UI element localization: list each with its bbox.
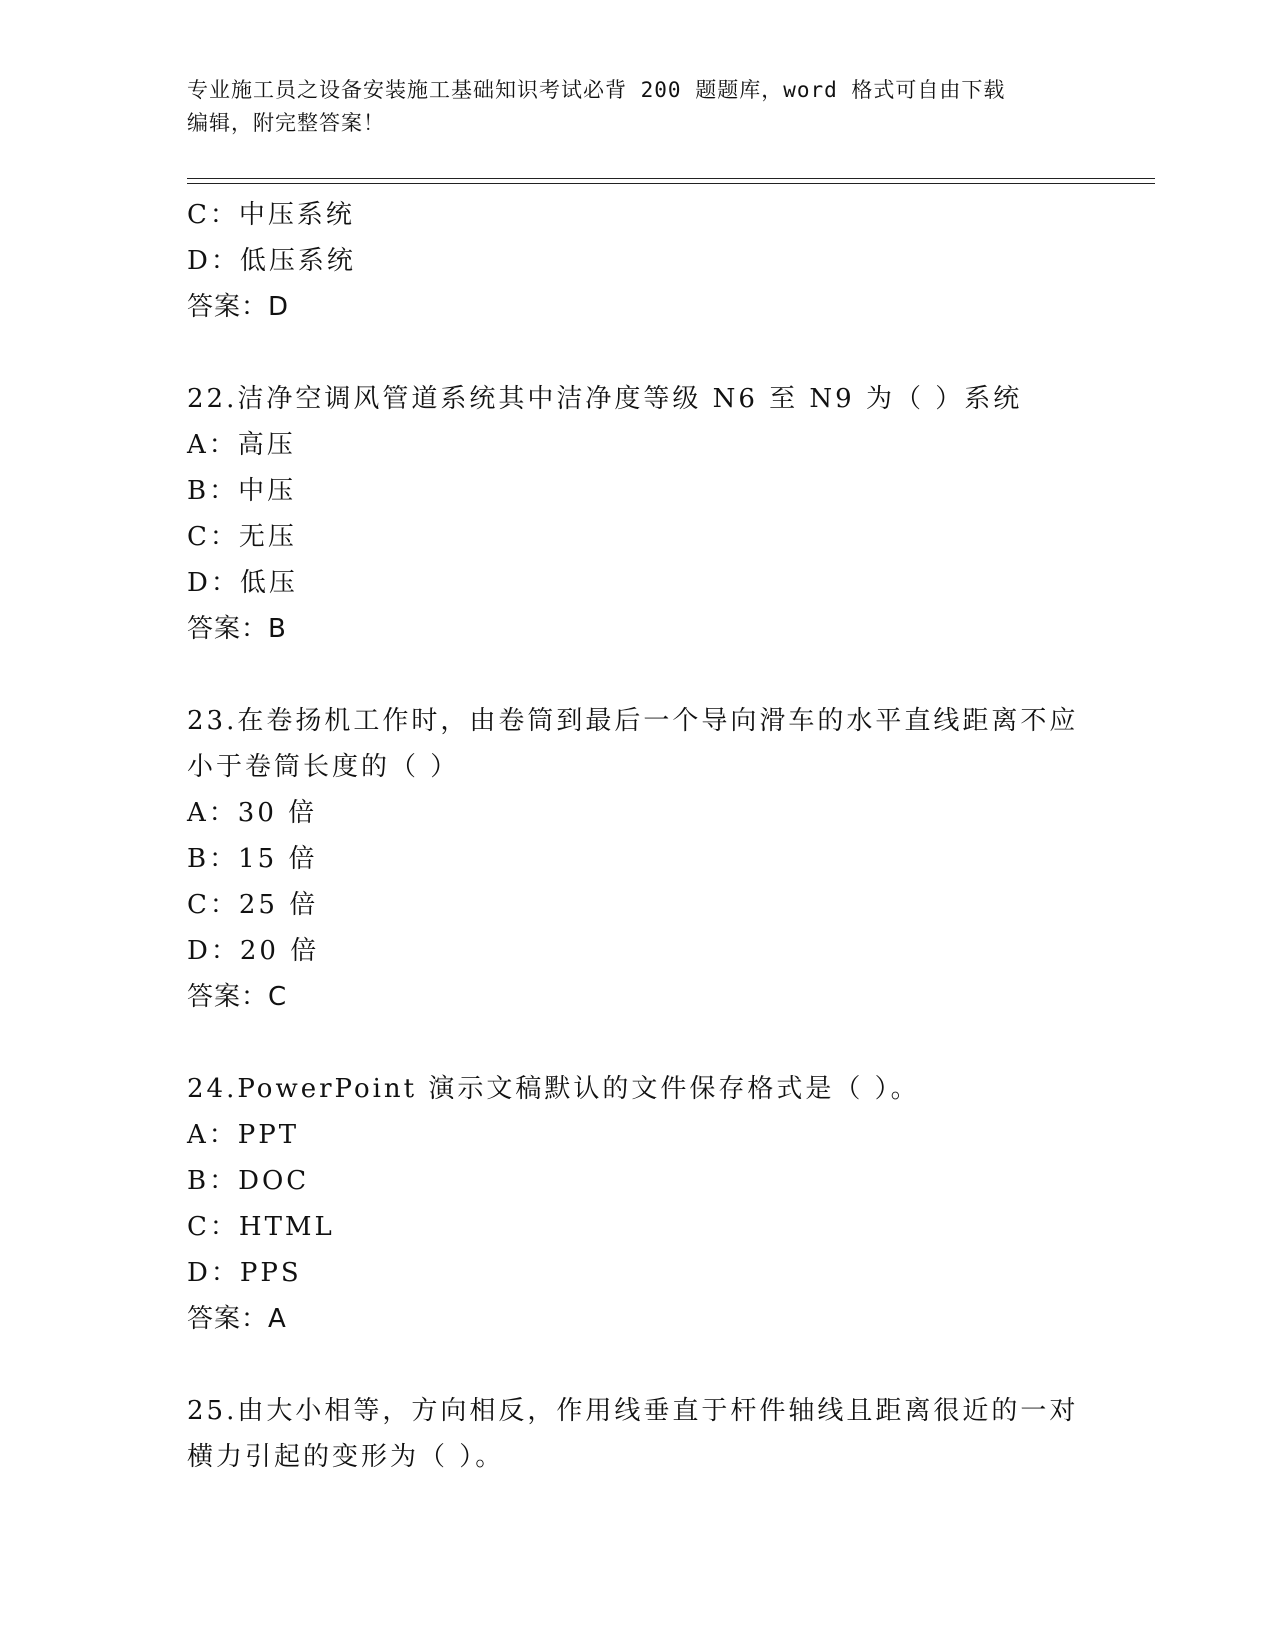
option-b: B：中压 [187,476,297,506]
question-line: 22.洁净空调风管道系统其中洁净度等级 N6 至 N9 为（ ）系统 [187,384,1023,414]
spacer [187,1342,1147,1388]
answer: 答案：A [187,1304,287,1334]
header-divider-bottom [187,183,1155,184]
option-d: D：低压系统 [187,246,356,276]
answer: 答案：D [187,292,290,322]
question-text [187,376,1147,422]
option-a: A：高压 [187,430,296,460]
question-25 [187,1388,1147,1480]
document-header [187,74,1087,140]
option-c: C：25 倍 [187,890,319,920]
header-divider-top [187,178,1155,179]
option-a: A：PPT [187,1120,300,1150]
question-list [187,192,1147,1480]
question-21-tail [187,192,1147,330]
option-d: D：低压 [187,568,298,598]
option-a: A：30 倍 [187,798,318,828]
option-d: D：20 倍 [187,936,320,966]
option-b: B：15 倍 [187,844,318,874]
question-22 [187,376,1147,652]
header-line: 专业施工员之设备安装施工基础知识考试必背 200 题题库，word 格式可自由下载 [187,78,1006,102]
option-b: B：DOC [187,1166,310,1196]
question-text [187,698,1147,790]
spacer [187,652,1147,698]
question-24 [187,1066,1147,1342]
question-text [187,1388,1147,1480]
question-line: 23.在卷扬机工作时，由卷筒到最后一个导向滑车的水平直线距离不应 [187,706,1079,736]
option-d: D：PPS [187,1258,302,1288]
question-line: 横力引起的变形为（ ）。 [187,1442,505,1472]
option-c: C：HTML [187,1212,335,1242]
option-c: C：中压系统 [187,200,355,230]
question-line: 小于卷筒长度的（ ） [187,752,460,782]
spacer [187,1020,1147,1066]
question-23 [187,698,1147,1020]
answer: 答案：B [187,614,287,644]
question-line: 24.PowerPoint 演示文稿默认的文件保存格式是（ ）。 [187,1074,920,1104]
spacer [187,330,1147,376]
question-line: 25.由大小相等，方向相反，作用线垂直于杆件轴线且距离很近的一对 [187,1396,1079,1426]
question-text [187,1066,1147,1112]
header-line: 编辑，附完整答案！ [187,111,385,135]
option-c: C：无压 [187,522,297,552]
answer: 答案：C [187,982,288,1012]
